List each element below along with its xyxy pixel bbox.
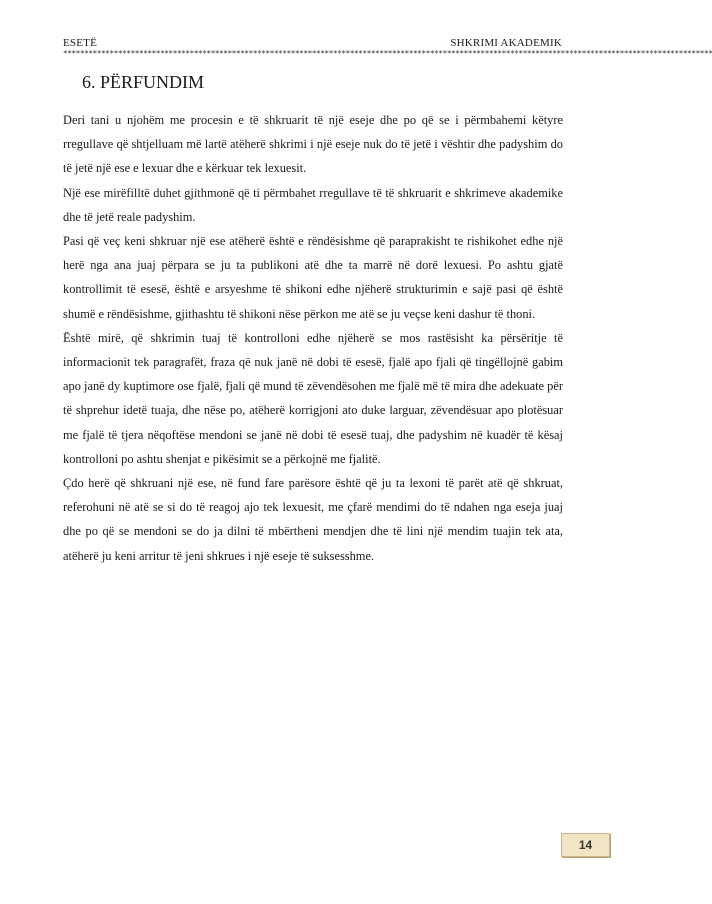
paragraph: Çdo herë që shkruani një ese, në fund fare parësore është që ju ta lexoni të parët atë që shkruat, referohuni në atë se si do të reagoj ajo tek lexuesit, me çfarë mendimi do të ndahen nga eseja juaj dhe po që se mendoni se do ja dilni të mbërtheni mendjen dhe të lini një mendim tuajin tek ata, atëherë ju keni arritur të jeni shkrues i një eseje të suksesshme. — [63, 476, 563, 563]
body-text — [63, 108, 563, 568]
section-title: 6. PËRFUNDIM — [82, 72, 205, 92]
header-divider: ********************************************************************************************************************************************************** — [63, 49, 712, 58]
page-number: 14 — [561, 833, 610, 857]
paragraph: Deri tani u njohëm me procesin e të shkruarit të një eseje dhe po që se i përmbahemi këtyre rregullave që shtjelluam më lartë atëherë shkrimi i një eseje nuk do të jetë i vështir dhe padyshim do të jetë një ese e lexuar dhe e kërkuar tek lexuesit. — [63, 113, 563, 176]
paragraph: Një ese mirëfilltë duhet gjithmonë që ti përmbahet rregullave të të shkruarit e shkrimeve akademike dhe të jetë reale padyshim. — [63, 185, 563, 224]
header-right-title: SHKRIMI AKADEMIK — [450, 37, 562, 49]
paragraph: Pasi që veç keni shkruar një ese atëherë është e rëndësishme që paraprakisht te rishikohet edhe një herë nga ana juaj përpara se ju ta publikoni atë dhe ta marrë në dorë lexuesi. Po ashtu gjatë kontrollimit të esesë, është e arsyeshme të shikoni edhe njëherë strukturimin e sajë pasi që është shumë e rëndësishme, gjithashtu të shikoni nëse përkon me atë se ju veçse keni dashur të thoni. — [63, 234, 563, 321]
paragraph: Është mirë, që shkrimin tuaj të kontrolloni edhe njëherë se mos rastësisht ka përsëritje të informacionit tek paragrafët, fraza që nuk janë në dobi të esesë, fjalë apo fjali që tingëllojnë gabim apo janë dy kuptimore ose fjalë, fjali që mund të zëvendësohen me fjalë më të mira dhe adekuate për të shprehur idetë tuaja, dhe nëse po, atëherë korrigjoni ato duke larguar, zëvendësuar apo plotësuar me fjalë të tjera nëqoftëse mendoni se janë në dobi të esesë tuaj, dhe padyshim në kuadër të kësaj kontrolloni po ashtu shenjat e pikësimit se a përkojnë me fjalitë. — [63, 330, 563, 466]
header-left-title: ESETË — [63, 37, 97, 49]
